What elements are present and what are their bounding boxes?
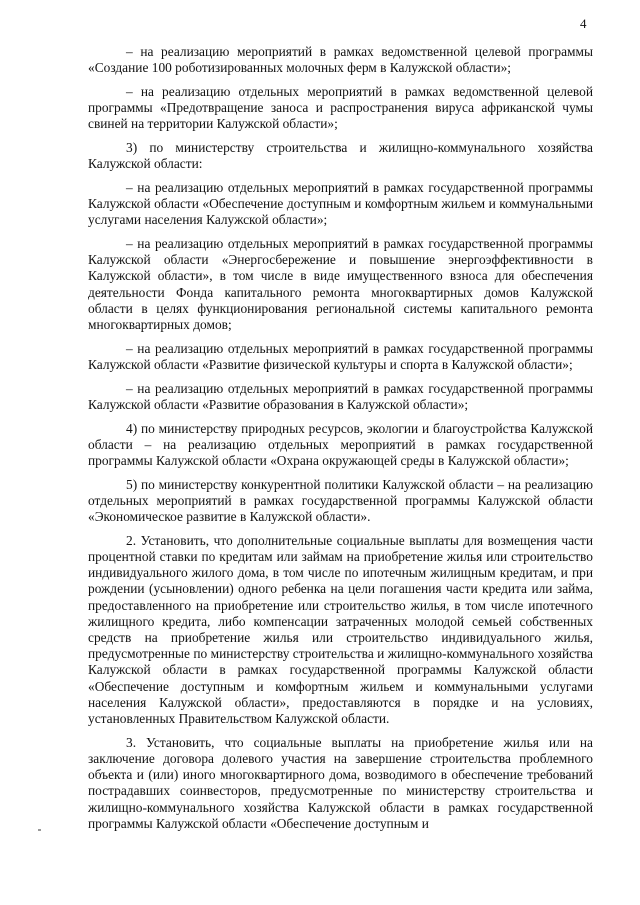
scan-artifact (38, 829, 41, 831)
paragraph-section-3-social-payments: 3. Установить, что социальные выплаты на приобретение жилья или на заключение договора долевого участия на завершение строительства проблемного объекта и (или) иного многоквартирного дома, возводимого в обеспечение требований пострадавших соинвесторов, предусмотренные по министерству строительства и жилищно-коммунального хозяйства Калужской области в рамках государственной программы Калужской области «Обеспечение доступным и (88, 734, 593, 831)
paragraph-item-5-competition-policy: 5) по министерству конкурентной политики Калужской области – на реализацию отдельных мероприятий в рамках государственной программы Калужской области «Экономическое развитие в Калужской области». (88, 476, 593, 525)
paragraph-dash-education: – на реализацию отдельных мероприятий в рамках государственной программы Калужской области «Развитие образования в Калужской области»; (88, 380, 593, 412)
paragraph-dash-robot-farms: – на реализацию мероприятий в рамках ведомственной целевой программы «Создание 100 роботизированных молочных ферм в Калужской области»; (88, 44, 593, 76)
document-body (88, 44, 593, 839)
page-number: 4 (580, 16, 587, 31)
paragraph-item-4-natural-resources: 4) по министерству природных ресурсов, экологии и благоустройства Калужской области – на реализацию отдельных мероприятий в рамках государственной программы Калужской области «Охрана окружающей среды в Калужской области»; (88, 420, 593, 468)
paragraph-dash-housing: – на реализацию отдельных мероприятий в рамках государственной программы Калужской области «Обеспечение доступным и комфортным жильем и коммунальными услугами населения Калужской области»; (88, 179, 593, 228)
paragraph-dash-sports: – на реализацию отдельных мероприятий в рамках государственной программы Калужской области «Развитие физической культуры и спорта в Калужской области»; (88, 340, 593, 372)
paragraph-section-2-social-payments: 2. Установить, что дополнительные социальные выплаты для возмещения части процентной ставки по кредитам или займам на приобретение жилья или строительство индивидуального жилого дома, в том числе по ипотечным жилищным кредитам, и при рождении (усыновлении) одного ребенка на цели погашения части кредита или займа, предоставленного на приобретение или строительство жилья, в том числе ипотечного жилищного кредита, либо компенсации затраченных молодой семьей собственных средств на приобретение жилья или строительство индивидуального жилья, предусмотренные по министерству строительства и жилищно-коммунального хозяйства Калужской области в рамках государственной программы Калужской области «Обеспечение доступным и комфортным жильем и коммунальными услугами населения Калужской области», предоставляются в порядке и на условиях, установленных Правительством Калужской области. (88, 532, 593, 727)
paragraph-dash-swine-fever: – на реализацию отдельных мероприятий в рамках ведомственной целевой программы «Предотвращение заноса и распространения вируса африканской чумы свиней на территории Калужской области»; (88, 83, 593, 132)
paragraph-item-3-construction-ministry: 3) по министерству строительства и жилищно-коммунального хозяйства Калужской области: (88, 140, 593, 172)
paragraph-dash-energy-saving: – на реализацию отдельных мероприятий в рамках государственной программы Калужской области «Энергосбережение и повышение энергоэффективности в Калужской области», в том числе в виде имущественного взноса для обеспечения деятельности Фонда капитального ремонта многоквартирных домов Калужской области в целях функционирования региональной системы капитального ремонта многоквартирных домов; (88, 236, 593, 333)
